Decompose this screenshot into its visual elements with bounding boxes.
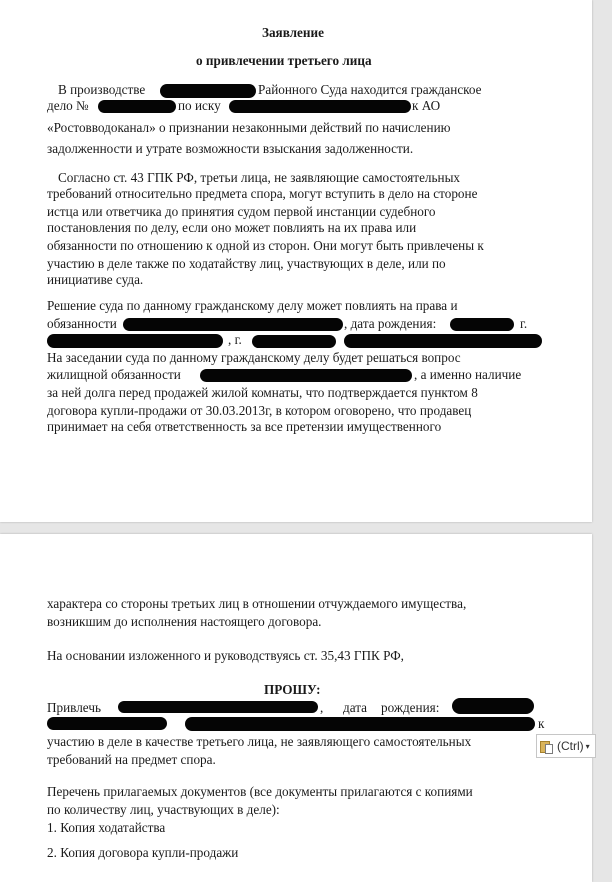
p1-text: В производстве [58,82,146,97]
p2-text: Согласно ст. 43 ГПК РФ, третьи лица, не заявляющие самостоятельных [58,170,461,185]
redaction-mark [123,318,343,331]
attachments-intro: Перечень прилагаемых документов (все документы прилагаются с копиями [47,784,473,799]
p3-text: Решение суда по данному гражданскому делу может повлиять на права и [47,298,458,313]
request-heading: ПРОШУ: [264,682,321,697]
p2-text: требований относительно предмета спора, могут вступить в дело на стороне [47,186,478,201]
clipboard-paste-icon [540,739,554,754]
document-subtitle: о привлечении третьего лица [196,53,372,68]
paste-options-label: (Ctrl) [557,739,584,753]
p2-text: постановления по делу, если оно может повлиять на их права или [47,220,417,235]
redaction-mark [160,84,256,98]
p1-text: Районного Суда находится гражданское [258,82,482,97]
p4-text: принимает на себя ответственность за все претензии имущественного [47,419,442,434]
p1-text: «Ростовводоканал» о признании незаконными действий по начислению [47,120,451,135]
redaction-mark [344,334,542,348]
p1-text: задолженности и утрате возможности взыскания задолженности. [47,141,414,156]
p4-text: , а именно наличие [414,367,522,382]
continuation-text: возникшим до исполнения настоящего договора. [47,614,322,629]
redaction-mark [200,369,412,382]
p2-text: обязанности по отношению к одной из сторон. Они могут быть привлечены к [47,238,484,253]
attachment-item: 2. Копия договора купли-продажи [47,845,239,860]
paste-options-button[interactable] [536,734,596,758]
document-page-2 [0,534,592,882]
redaction-mark [47,717,167,730]
p1-text: дело № [47,98,89,113]
attachments-intro: по количеству лиц, участвующих в деле): [47,802,280,817]
request-text: дата [343,700,367,715]
redaction-mark [118,701,318,713]
redaction-mark [185,717,535,731]
document-title: Заявление [262,25,324,40]
p4-text: На заседании суда по данному гражданскому делу будет решаться вопрос [47,350,461,365]
p2-text: участию в деле также по ходатайству лиц, участвующих в деле, или по [47,256,446,271]
continuation-text: характера со стороны третьих лиц в отношении отчуждаемого имущества, [47,596,467,611]
p1-text: к АО [412,98,441,113]
request-text: рождения: [381,700,440,715]
basis-text: На основании изложенного и руководствуясь ст. 35,43 ГПК РФ, [47,648,404,663]
p3-text: обязанности [47,316,117,331]
redaction-mark [98,100,176,113]
p3-text: , г. [228,332,242,347]
p2-text: инициативе суда. [47,272,144,287]
redaction-mark [47,334,223,348]
request-text: требований на предмет спора. [47,752,216,767]
redaction-mark [229,100,411,113]
p3-text: г. [520,316,528,331]
redaction-mark [252,335,336,348]
p1-text: по иску [178,98,221,113]
p4-text: жилищной обязанности [47,367,181,382]
request-text: участию в деле в качестве третьего лица, не заявляющего самостоятельных [47,734,472,749]
redaction-mark [452,698,534,714]
redaction-mark [450,318,514,331]
p4-text: за ней долга перед продажей жилой комнаты, что подтверждается пунктом 8 [47,385,478,400]
request-text: Привлечь [47,700,101,715]
p4-text: договора купли-продажи от 30.03.2013г, в котором оговорено, что продавец [47,403,472,418]
p2-text: истца или ответчика до принятия судом первой инстанции судебного [47,204,436,219]
p3-text: , дата рождения: [344,316,437,331]
request-text: , [320,700,324,715]
request-text: к [538,716,545,731]
dropdown-arrow-icon: ▾ [585,741,590,751]
attachment-item: 1. Копия ходатайства [47,820,166,835]
